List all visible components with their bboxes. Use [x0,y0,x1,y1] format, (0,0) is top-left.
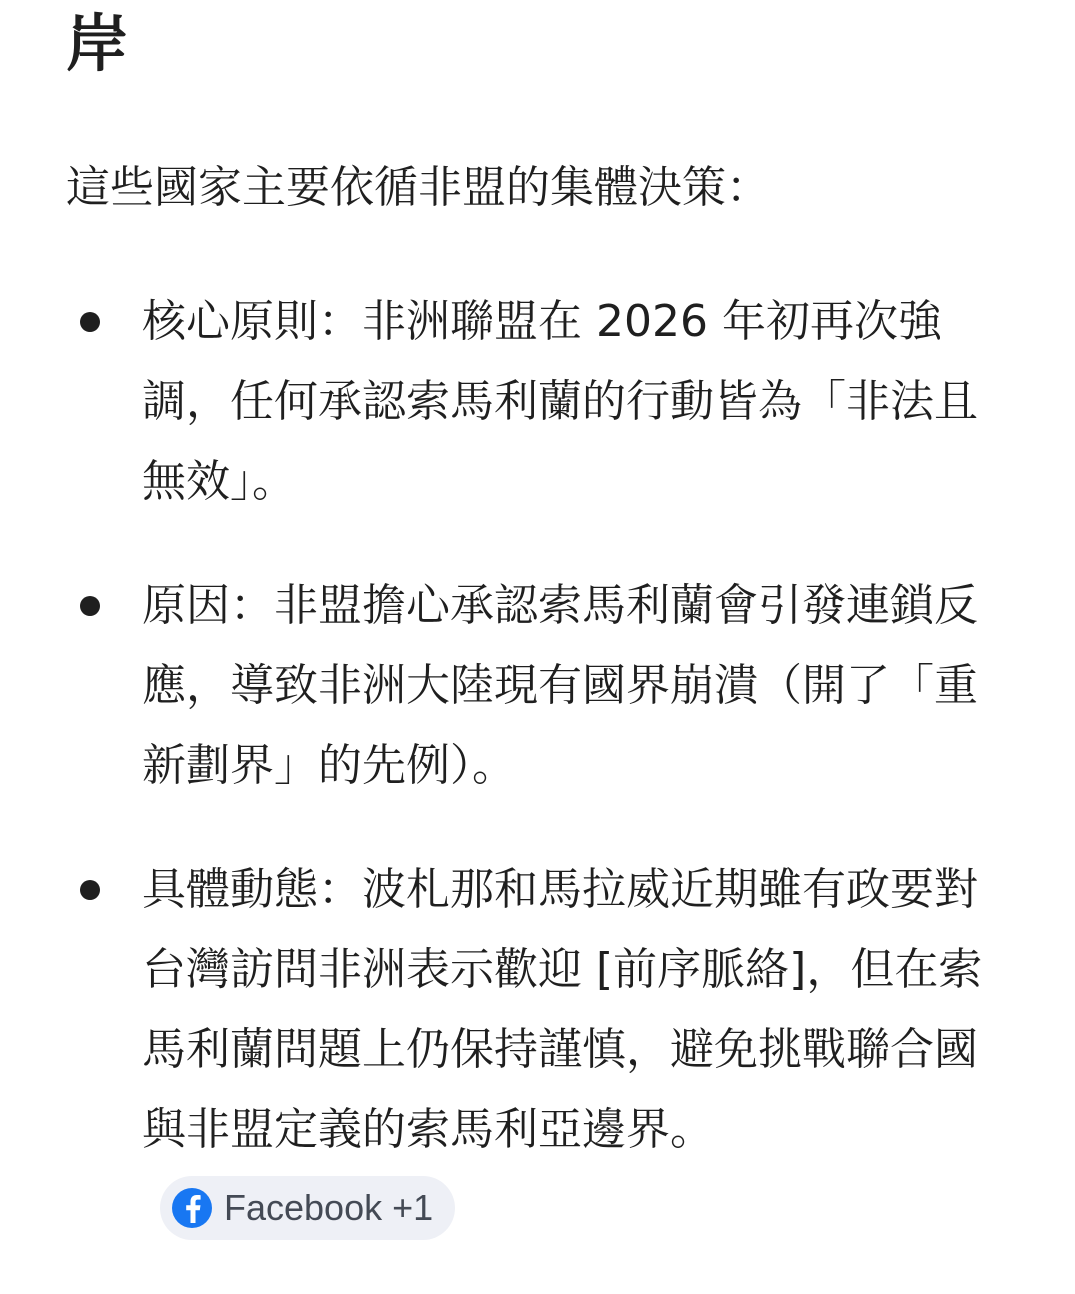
list-item [0,282,992,522]
bullet-icon [80,880,100,900]
bullet-text: 原因：非盟擔心承認索馬利蘭會引發連鎖反應，導致非洲大陸現有國界崩潰（開了「重新劃界」的先例）。 [142,580,978,791]
bullet-text: 核心原則：非洲聯盟在 2026 年初再次強調，任何承認索馬利蘭的行動皆為「非法且無效」。 [142,296,978,507]
intro-paragraph: 這些國家主要依循非盟的集體決策： [66,162,770,213]
bullet-list [0,282,1075,1294]
facebook-icon [172,1188,212,1228]
bullet-icon [80,596,100,616]
source-chip-label: Facebook +1 [224,1187,434,1228]
source-citation-chip[interactable] [160,1176,455,1240]
bullet-text: 具體動態：波札那和馬拉威近期雖有政要對台灣訪問非洲表示歡迎 [前序脈絡]，但在索馬利蘭問題上仍保持謹慎，避免挑戰聯合國與非盟定義的索馬利亞邊界。 [142,864,983,1155]
section-heading: 岸 [66,7,129,80]
bullet-icon [80,312,100,332]
list-item [0,566,992,806]
list-item [0,850,992,1250]
